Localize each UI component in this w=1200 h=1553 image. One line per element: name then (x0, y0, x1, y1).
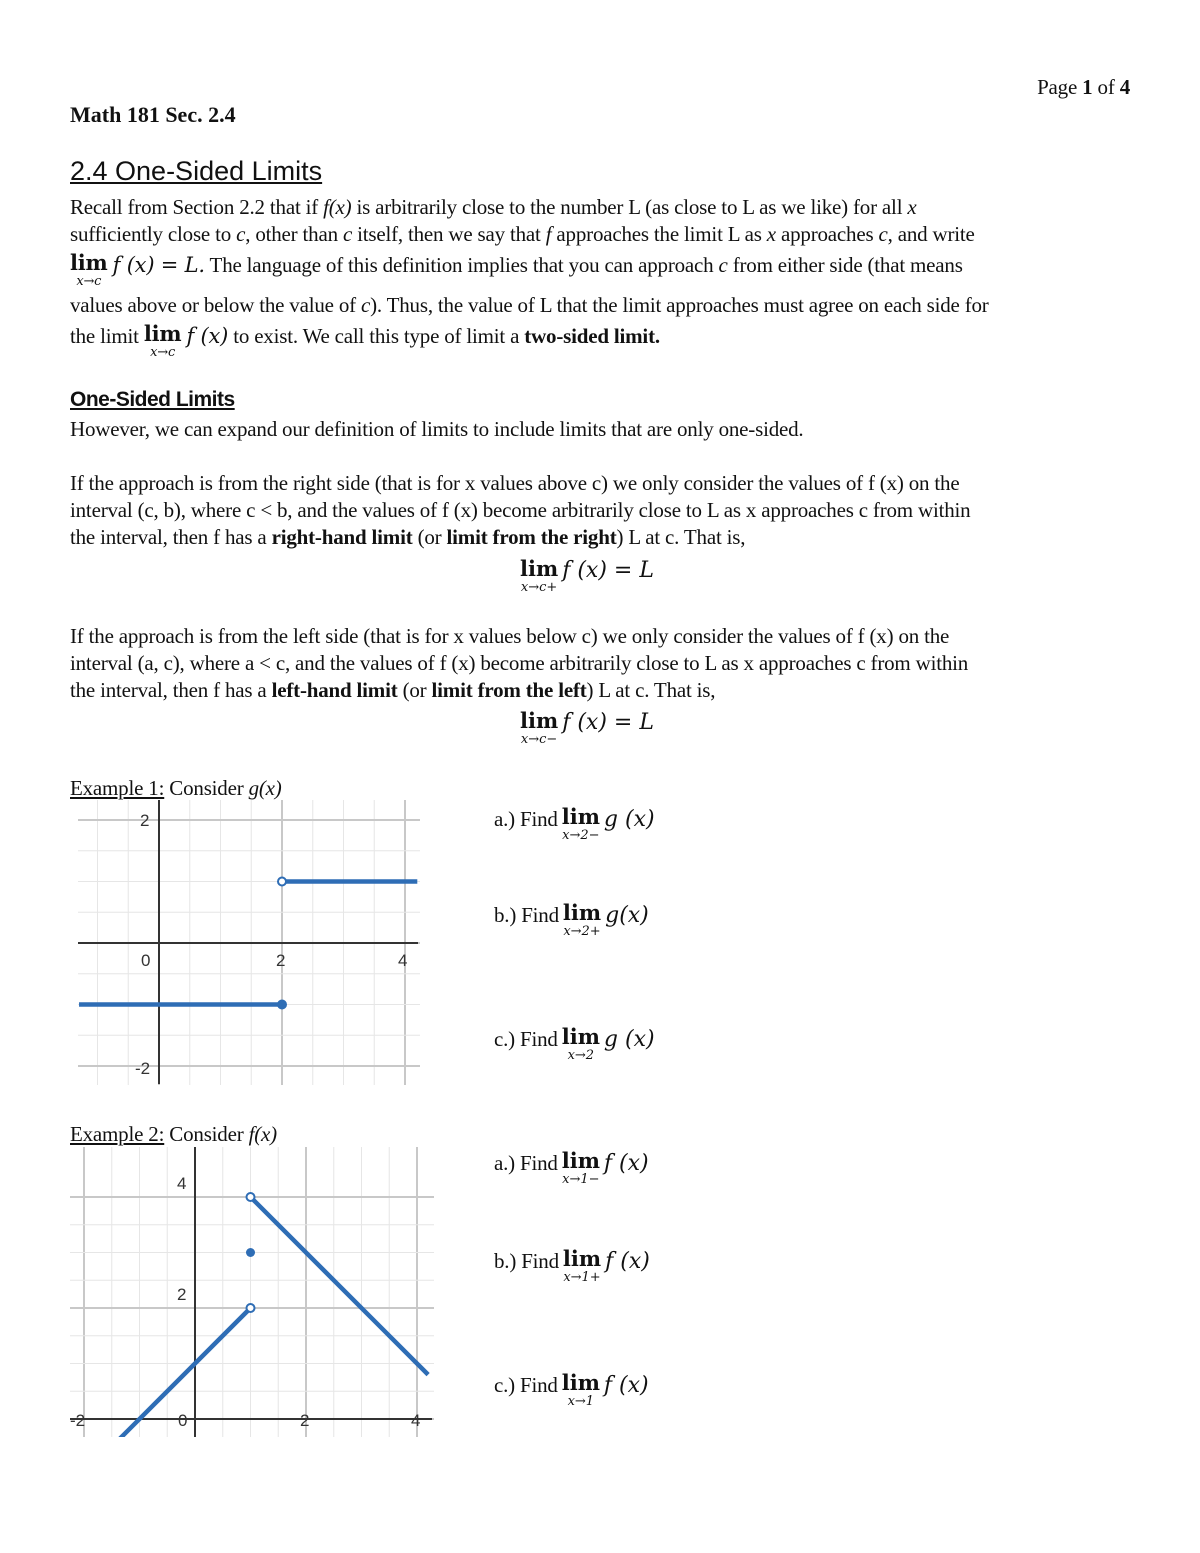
limit-expression: lim x→c (143, 321, 182, 360)
tick-label: 0 (178, 1411, 188, 1430)
tick-label: 4 (398, 951, 408, 970)
open-point (247, 1193, 255, 1201)
closed-point (277, 1000, 287, 1010)
tick-label: -2 (135, 1059, 151, 1078)
tick-label: 4 (411, 1411, 421, 1430)
tick-label: 2 (140, 811, 150, 830)
question-b: b.) Find lim x→1+ f (x) (494, 1246, 650, 1285)
question-a: a.) Find lim x→2− g (x) (494, 804, 655, 843)
tick-label: 2 (177, 1285, 187, 1304)
open-point (278, 878, 286, 886)
tick-label: 0 (141, 951, 151, 970)
question-b: b.) Find lim x→2+ g(x) (494, 900, 649, 939)
right-limit-paragraph: If the approach is from the right side (that is for x values above c) we only consider the values of f (x) on the interval (c, b), where c < b, and the values of f (x) become arbitrarily close to L as x approaches c from within the interval, then f has a right-hand limit (or limit from the right) L at c. That is, (70, 471, 971, 549)
intro-paragraph: Recall from Section 2.2 that if f(x) is arbitrarily close to the number L (as close to L as we like) for all x sufficiently close to c, other than c itself, then we say that f approaches the limit L as x approaches c, and write lim x→c f (x) = L. The language of this definition implies that you can approach c from either side (that means values above or below the value of c). Thus, the value of L that the limit approaches must agree on each side for the limit lim x→c f (x) to exist. We call this type of limit a two-sided limit. (70, 195, 989, 360)
open-point (247, 1304, 255, 1312)
grid (70, 1147, 434, 1437)
tick-label: 2 (276, 951, 286, 970)
limit-expression: lim x→c (70, 250, 108, 289)
expand-paragraph: However, we can expand our definition of limits to include limits that are only one-sided. (70, 417, 804, 441)
left-limit-formula: lim x→c− f (x) = L (520, 708, 654, 747)
question-a: a.) Find lim x→1− f (x) (494, 1148, 649, 1187)
series-line (251, 1197, 429, 1375)
subsection-title: One-Sided Limits (70, 388, 235, 411)
example2-label: Example 2: Consider f(x) (70, 1122, 277, 1146)
tick-label: 2 (300, 1411, 310, 1430)
closed-point (246, 1248, 255, 1257)
question-c: c.) Find lim x→2 g (x) (494, 1024, 655, 1063)
example2-graph (70, 1147, 434, 1437)
question-c: c.) Find lim x→1 f (x) (494, 1370, 649, 1409)
left-limit-paragraph: If the approach is from the left side (that is for x values below c) we only consider the values of f (x) on the interval (a, c), where a < c, and the values of f (x) become arbitrarily close to L as x approaches c from within the interval, then f has a left-hand limit (or limit from the left) L at c. That is, (70, 624, 969, 702)
course-title: Math 181 Sec. 2.4 (70, 102, 236, 127)
page-number: Page 1 of 4 (1037, 75, 1130, 99)
example1-label: Example 1: Consider g(x) (70, 776, 282, 800)
tick-label: 4 (177, 1174, 187, 1193)
section-title: 2.4 One-Sided Limits (70, 156, 323, 186)
plot-area (106, 1193, 428, 1437)
example1-graph (78, 800, 420, 1085)
tick-label: -2 (70, 1411, 86, 1430)
right-limit-formula: lim x→c+ f (x) = L (520, 556, 654, 595)
